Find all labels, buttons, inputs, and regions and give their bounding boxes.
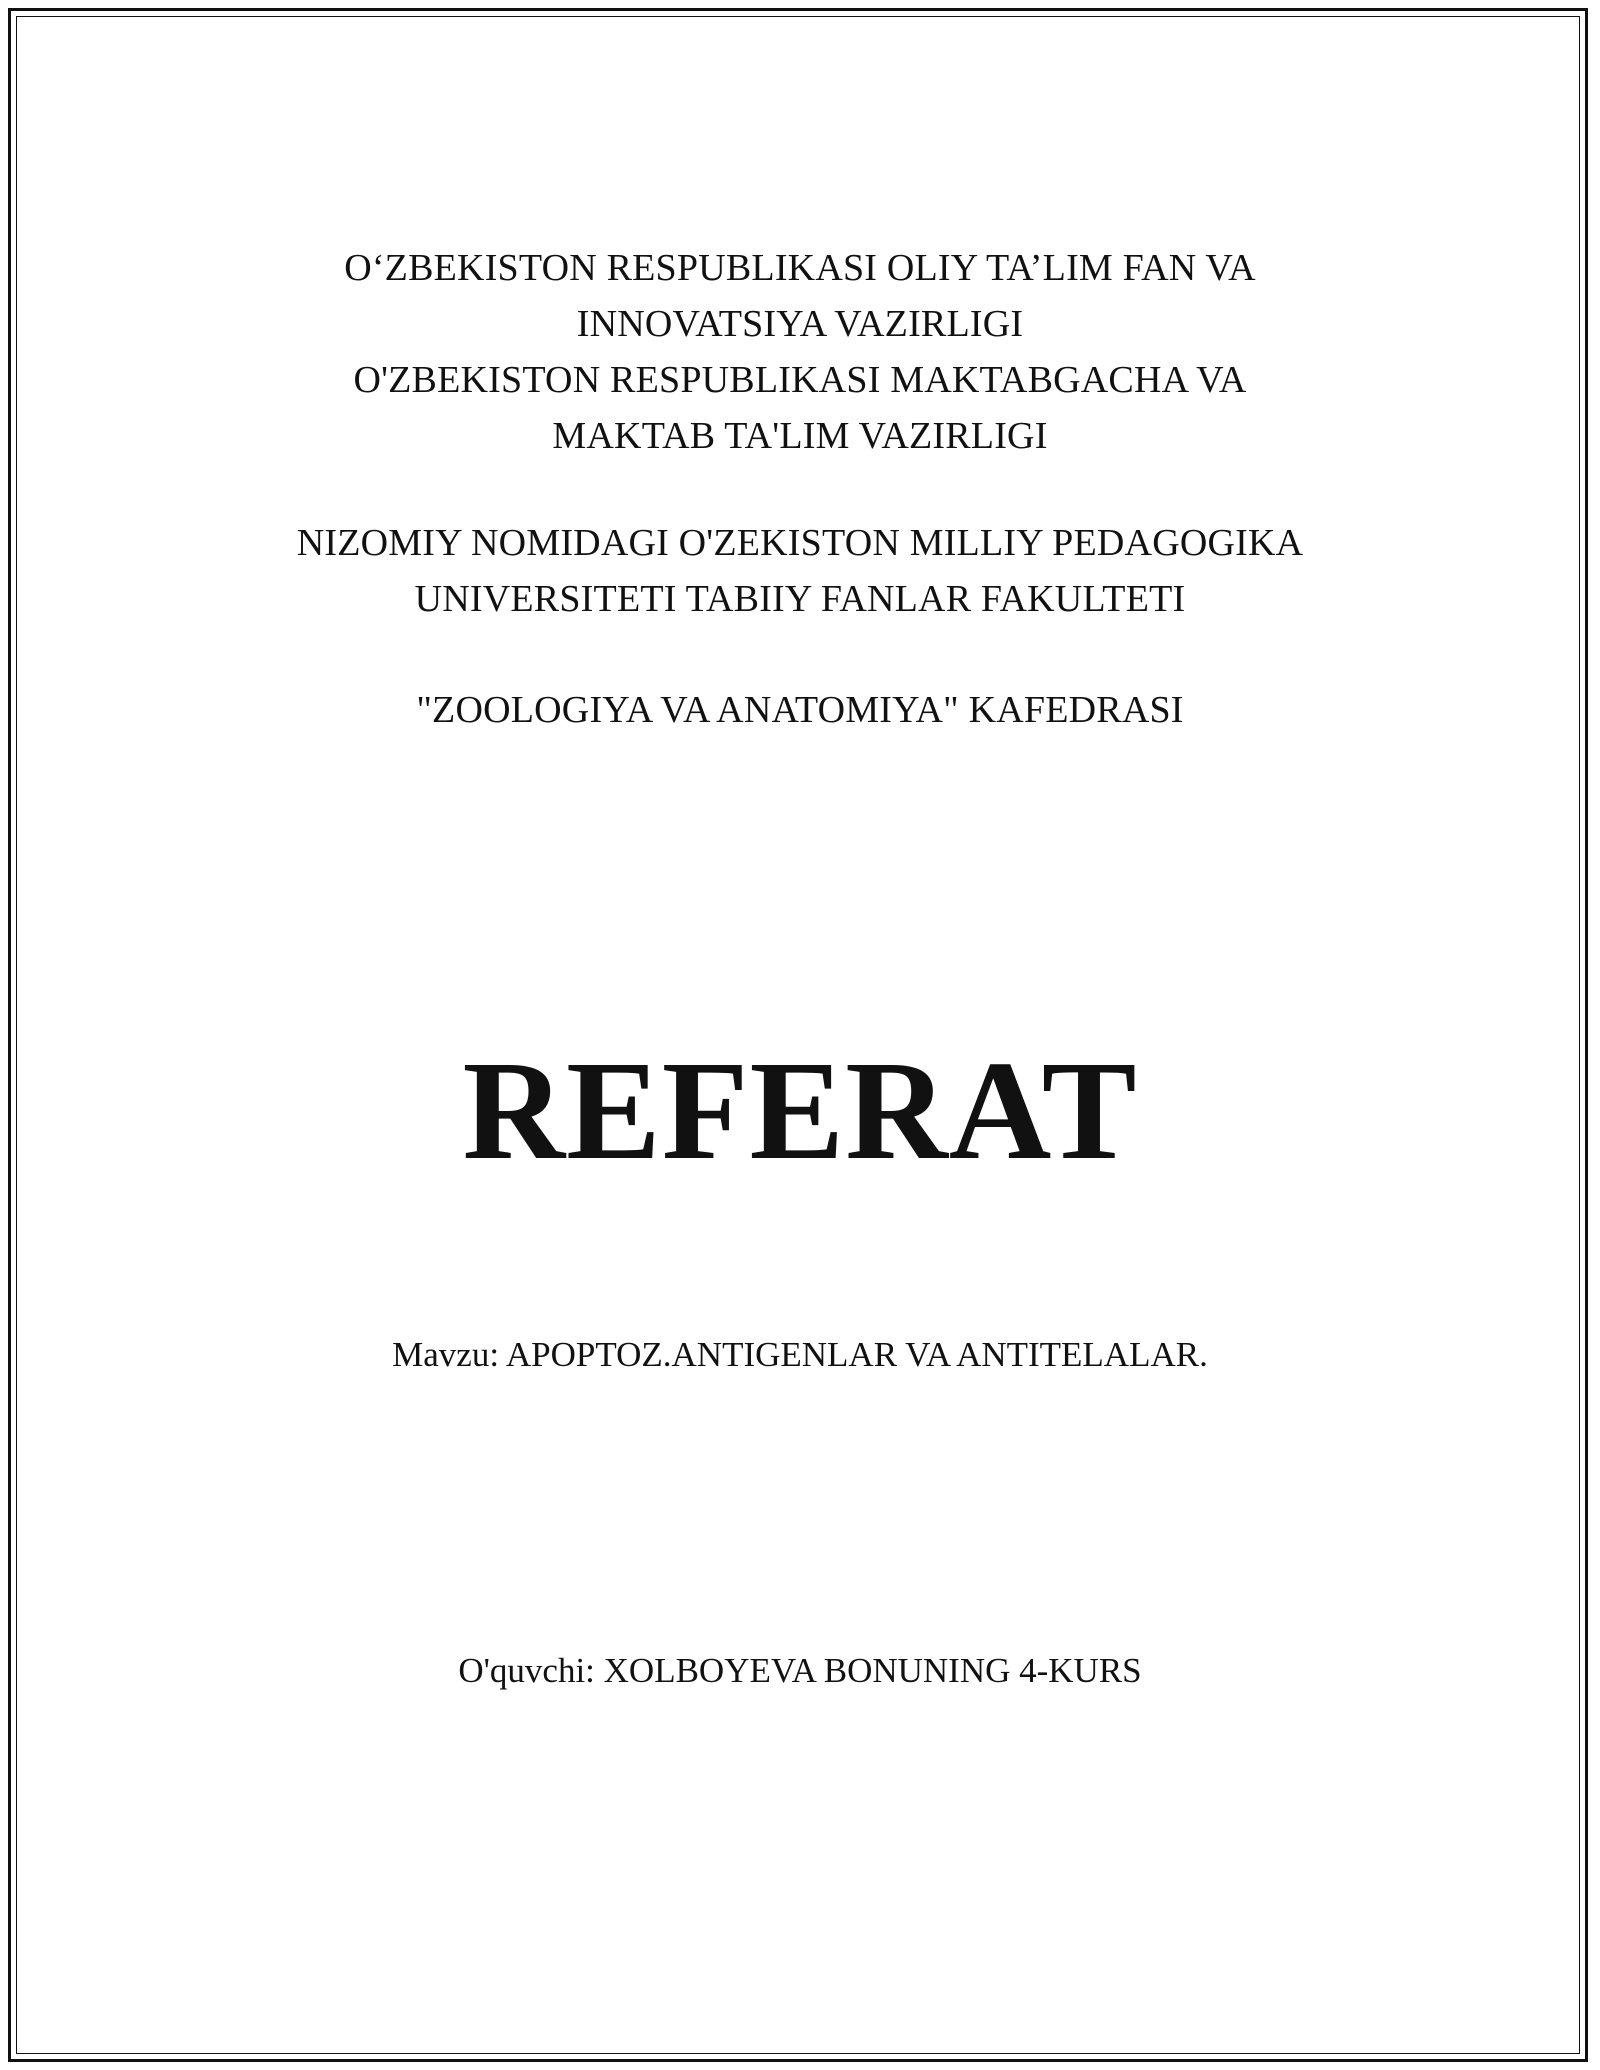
student-line: O'quvchi: XOLBOYEVA BONUNING 4-KURS (458, 1651, 1142, 1690)
topic-line: Mavzu: APOPTOZ.ANTIGENLAR VA ANTITELALAR. (392, 1335, 1208, 1374)
ministry-line-1: O‘ZBEKISTON RESPUBLIKASI OLIY TA’LIM FAN VA (344, 247, 1256, 289)
ministry-line-3: O'ZBEKISTON RESPUBLIKASI MAKTABGACHA VA (353, 359, 1247, 401)
ministry-header (0, 240, 1600, 464)
department-line: "ZOOLOGIYA VA ANATOMIYA" KAFEDRASI (416, 689, 1184, 731)
department-name (0, 682, 1600, 738)
document-title: REFERAT (462, 1031, 1138, 1189)
ministry-line-4: MAKTAB TA'LIM VAZIRLIGI (552, 415, 1048, 457)
university-line-2: UNIVERSITETI TABIIY FANLAR FAKULTETI (414, 578, 1186, 620)
university-line-1: NIZOMIY NOMIDAGI O'ZEKISTON MILLIY PEDAGOGIKA (296, 522, 1304, 564)
university-header (0, 515, 1600, 627)
ministry-line-2: INNOVATSIYA VAZIRLIGI (576, 303, 1024, 345)
